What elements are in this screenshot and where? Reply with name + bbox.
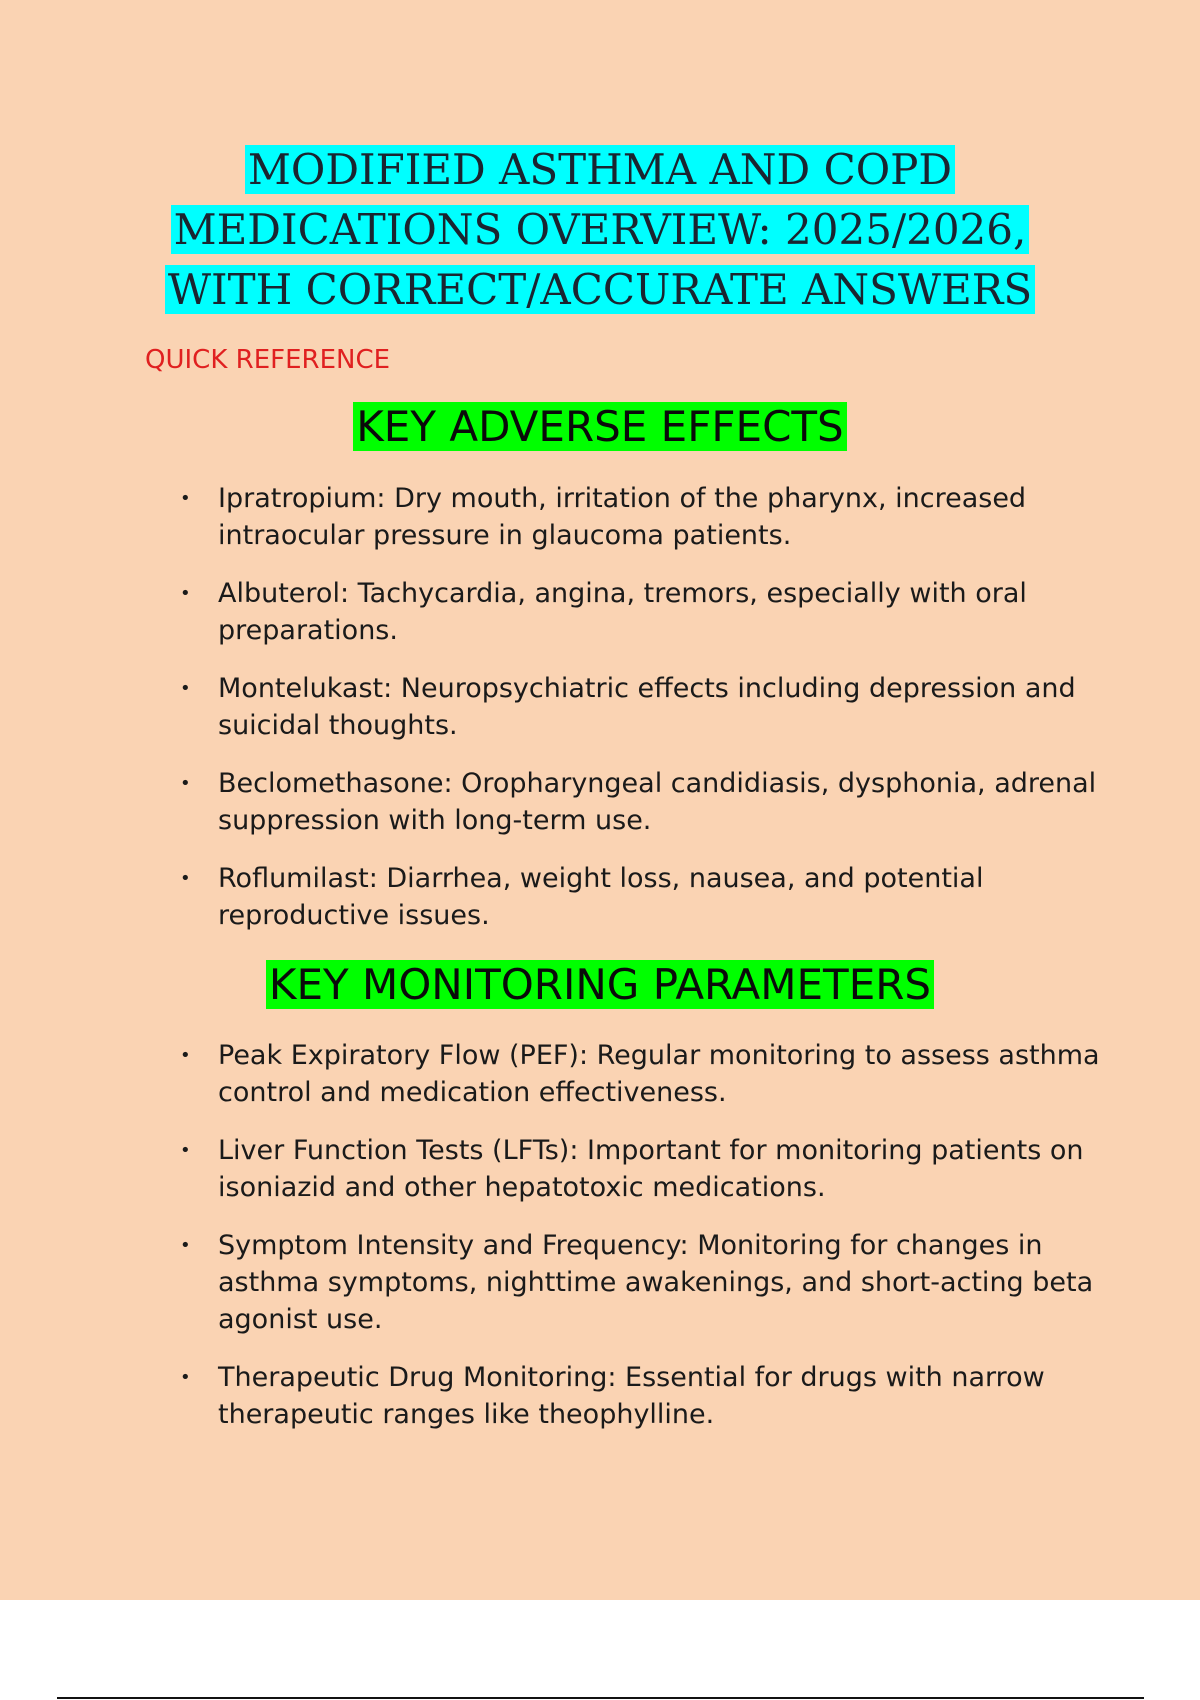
section-heading-text: KEY MONITORING PARAMETERS bbox=[266, 960, 934, 1009]
bullet-icon: • bbox=[180, 678, 191, 699]
list-item-text: Ipratropium: Dry mouth, irritation of the pharynx, increased intraocular pressure in glaucoma patients. bbox=[218, 483, 1027, 551]
list-item-text: Roflumilast: Diarrhea, weight loss, nausea, and potential reproductive issues. bbox=[218, 863, 984, 931]
adverse-effects-list bbox=[0, 480, 1200, 955]
list-item-text: Montelukast: Neuropsychiatric effects including depression and suicidal thoughts. bbox=[218, 673, 1076, 741]
title-line-2: MEDICATIONS OVERVIEW: 2025/2026, bbox=[171, 205, 1030, 254]
section-heading-text: KEY ADVERSE EFFECTS bbox=[353, 402, 846, 451]
list-item-text: Albuterol: Tachycardia, angina, tremors, especially with oral preparations. bbox=[218, 578, 1027, 646]
list-item-text: Liver Function Tests (LFTs): Important for monitoring patients on isoniazid and other hepatotoxic medications. bbox=[218, 1135, 1084, 1203]
footer-divider bbox=[57, 1697, 1144, 1699]
section-heading-monitoring-parameters bbox=[0, 958, 1200, 1012]
bullet-icon: • bbox=[180, 1367, 191, 1388]
section-heading-adverse-effects bbox=[0, 400, 1200, 454]
list-item bbox=[0, 765, 1200, 839]
bullet-icon: • bbox=[180, 773, 191, 794]
list-item bbox=[0, 480, 1200, 554]
list-item bbox=[0, 575, 1200, 649]
title-line-3: WITH CORRECT/ACCURATE ANSWERS bbox=[165, 265, 1035, 314]
bullet-icon: • bbox=[180, 488, 191, 509]
list-item bbox=[0, 1037, 1200, 1111]
list-item bbox=[0, 670, 1200, 744]
list-item-text: Therapeutic Drug Monitoring: Essential for drugs with narrow therapeutic ranges like theophylline. bbox=[218, 1362, 1045, 1430]
bullet-icon: • bbox=[180, 1140, 191, 1161]
list-item bbox=[0, 860, 1200, 934]
list-item bbox=[0, 1359, 1200, 1433]
bullet-icon: • bbox=[180, 1235, 191, 1256]
quick-reference-label: QUICK REFERENCE bbox=[145, 345, 391, 375]
list-item-text: Beclomethasone: Oropharyngeal candidiasis, dysphonia, adrenal suppression with long-term use. bbox=[218, 768, 1097, 836]
bullet-icon: • bbox=[180, 583, 191, 604]
document-title bbox=[0, 140, 1200, 320]
monitoring-parameters-list bbox=[0, 1037, 1200, 1454]
bullet-icon: • bbox=[180, 1045, 191, 1066]
list-item-text: Peak Expiratory Flow (PEF): Regular monitoring to assess asthma control and medication effectiveness. bbox=[218, 1040, 1100, 1108]
list-item bbox=[0, 1227, 1200, 1338]
bullet-icon: • bbox=[180, 868, 191, 889]
list-item bbox=[0, 1132, 1200, 1206]
title-line-1: MODIFIED ASTHMA AND COPD bbox=[245, 145, 955, 194]
list-item-text: Symptom Intensity and Frequency: Monitoring for changes in asthma symptoms, nighttime awakenings, and short-acting beta agonist use. bbox=[218, 1230, 1094, 1335]
